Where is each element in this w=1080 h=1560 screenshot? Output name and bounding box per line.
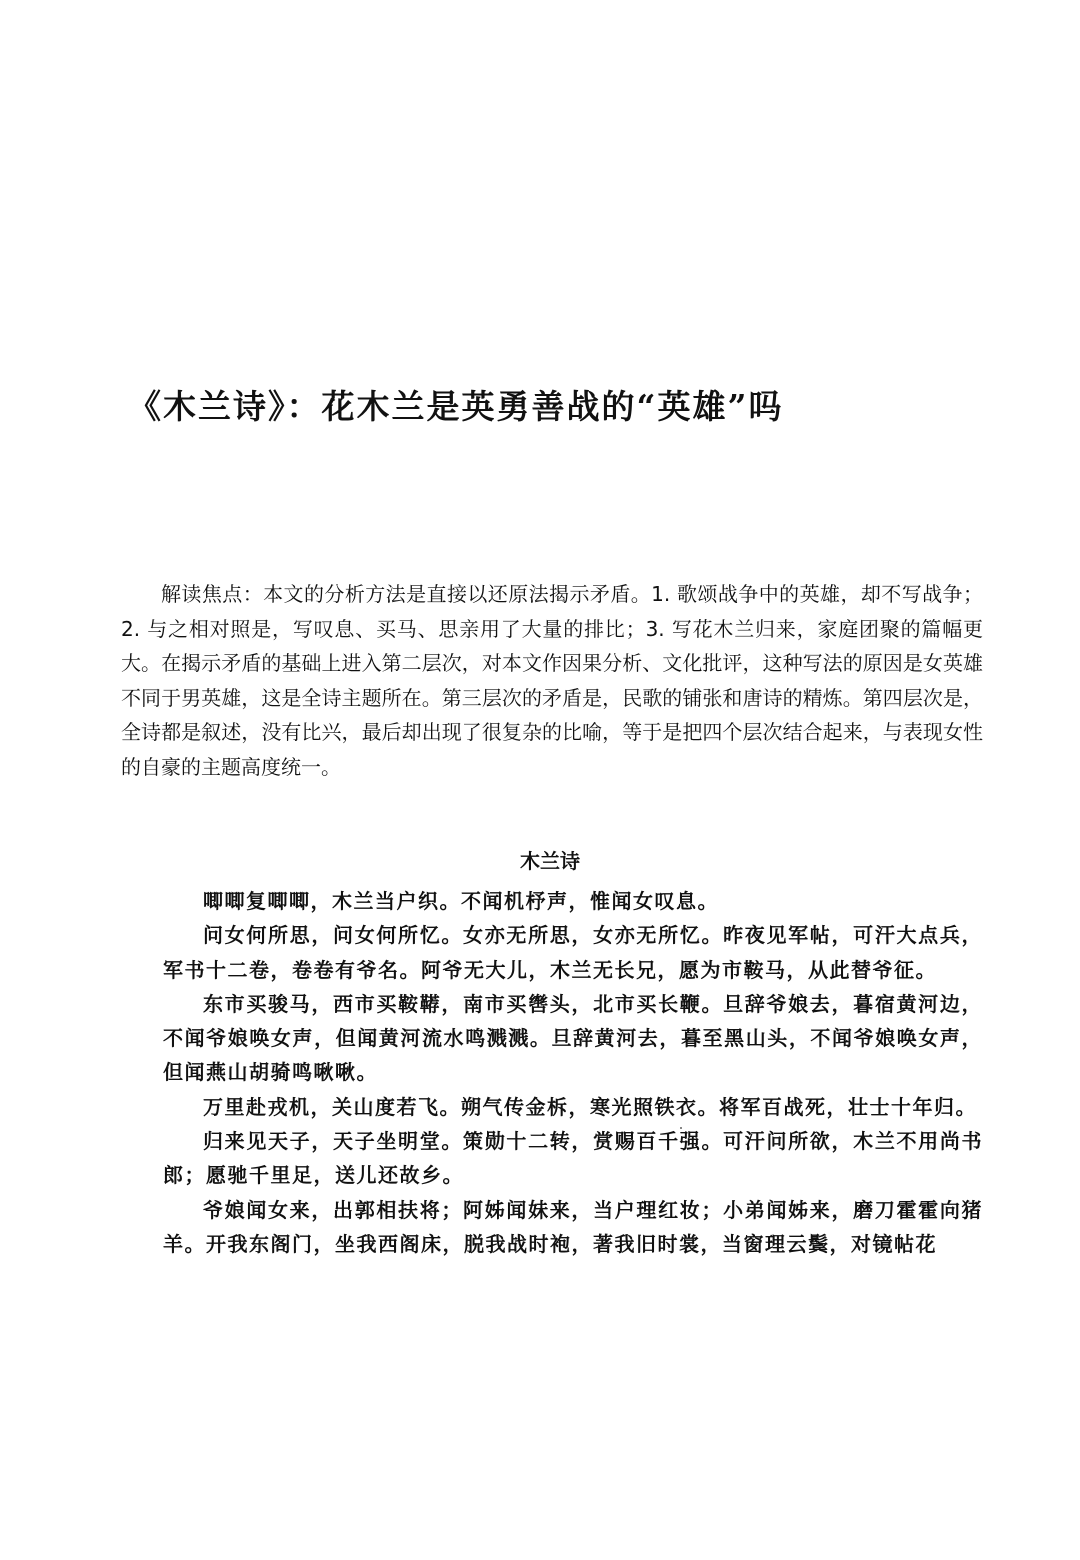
poem-stanza: 东市买骏马，西市买鞍鞯，南市买辔头，北市买长鞭。旦辞爷娘去，暮宿黄河边，不闻爷娘唤女声，但闻黄河流水鸣溅溅。旦辞黄河去，暮至黑山头，不闻爷娘唤女声，但闻燕山胡骑鸣啾啾。 — [163, 991, 983, 1085]
poem-stanza: 唧唧复唧唧，木兰当户织。不闻机杼声，惟闻女叹息。 — [203, 889, 719, 913]
reading-focus-paragraph: 解读焦点：本文的分析方法是直接以还原法揭示矛盾。1. 歌颂战争中的英雄，却不写战争；2. 与之相对照是，写叹息、买马、思亲用了大量的排比；3. 写花木兰归来，家庭团聚的篇幅更大。在揭示矛盾的基础上进入第二层次，对本文作因果分析、文化批评，这种写法的原因是女英雄不同于男英雄，这是全诗主题所在。第三层次的矛盾是，民歌的铺张和唐诗的精炼。第四层次是，全诗都是叙述，没有比兴，最后却出现了很复杂的比喻，等于是把四个层次结合起来，与表现女性的自豪的主题高度统一。 — [121, 582, 983, 779]
poem-stanza: 爷娘闻女来，出郭相扶将；阿姊闻妹来，当户理红妆；小弟闻姊来，磨刀霍霍向猪羊。开我东阁门，坐我西阁床，脱我战时袍，著我旧时裳，当窗理云鬓，对镜帖花 — [163, 1197, 983, 1256]
page-title: 《木兰诗》：花木兰是英勇善战的“英雄”吗 — [128, 387, 784, 426]
poem-title: 木兰诗 — [520, 849, 580, 873]
poem-stanza: 问女何所思，问女何所忆。女亦无所思，女亦无所忆。昨夜见军帖，可汗大点兵，军书十二卷，卷卷有爷名。阿爷无大儿，木兰无长兄，愿为市鞍马，从此替爷征。 — [163, 923, 983, 982]
poem-stanza: 万里赴戎机，关山度若飞。朔气传金柝，寒光照铁衣。将军百战死，壮士十年归。 — [203, 1094, 977, 1119]
poem-stanza: 归来见天子，天子坐明堂。策勋十二转，赏赐百千强。可汗问所欲，木兰不用尚书郎；愿驰千里足，送儿还故乡。 — [163, 1129, 983, 1188]
poem-body — [163, 884, 983, 1261]
scan-speck — [680, 1127, 682, 1129]
